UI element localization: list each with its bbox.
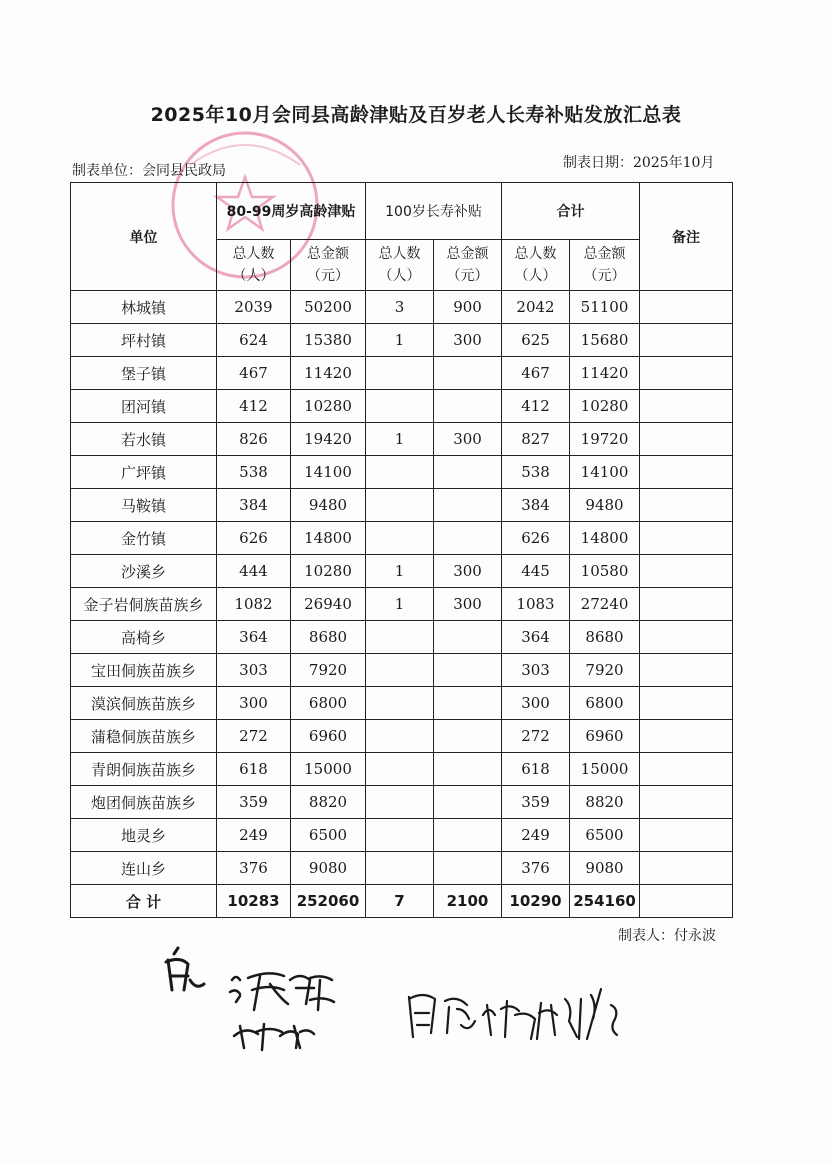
cell-amount-total: 9080 (570, 852, 640, 885)
cell-amount-100 (434, 654, 502, 687)
handwritten-signature-approval (160, 940, 360, 1060)
cell-amount-100 (434, 753, 502, 786)
table-header-row (71, 183, 733, 240)
cell-count-100 (366, 852, 434, 885)
cell-amount-total: 10580 (570, 555, 640, 588)
cell-amount-100 (434, 819, 502, 852)
table-row (71, 720, 733, 753)
cell-remarks (640, 456, 733, 489)
cell-amount-80-99: 9480 (291, 489, 366, 522)
cell-amount-80-99: 15000 (291, 753, 366, 786)
cell-count-80-99: 444 (217, 555, 291, 588)
cell-remarks (640, 819, 733, 852)
cell-count-total: 827 (502, 423, 570, 456)
cell-amount-100: 900 (434, 291, 502, 324)
cell-count-100 (366, 786, 434, 819)
cell-count-80-99: 364 (217, 621, 291, 654)
cell-remarks (640, 720, 733, 753)
cell-unit: 地灵乡 (71, 819, 217, 852)
cell-count-total: 1083 (502, 588, 570, 621)
cell-amount-total: 8680 (570, 621, 640, 654)
cell-count-total: 626 (502, 522, 570, 555)
cell-amount-100: 300 (434, 324, 502, 357)
cell-amount-total: 11420 (570, 357, 640, 390)
cell-remarks (640, 423, 733, 456)
table-row (71, 357, 733, 390)
cell-count-total: 445 (502, 555, 570, 588)
cell-amount-total: 19720 (570, 423, 640, 456)
total-cell-count-100: 7 (366, 885, 434, 918)
cell-count-100 (366, 654, 434, 687)
table-row (71, 456, 733, 489)
cell-amount-total: 51100 (570, 291, 640, 324)
cell-count-100: 1 (366, 588, 434, 621)
cell-remarks (640, 291, 733, 324)
cell-count-80-99: 618 (217, 753, 291, 786)
cell-count-total: 2042 (502, 291, 570, 324)
cell-unit: 金子岩侗族苗族乡 (71, 588, 217, 621)
cell-amount-100 (434, 621, 502, 654)
cell-amount-total: 7920 (570, 654, 640, 687)
cell-unit: 堡子镇 (71, 357, 217, 390)
preparer: 制表人：付永波 (618, 928, 716, 944)
table-row (71, 390, 733, 423)
table-total-row (71, 885, 733, 918)
cell-remarks (640, 390, 733, 423)
cell-unit: 马鞍镇 (71, 489, 217, 522)
cell-amount-total: 10280 (570, 390, 640, 423)
table-row (71, 687, 733, 720)
cell-amount-total: 9480 (570, 489, 640, 522)
cell-remarks (640, 522, 733, 555)
cell-count-total: 384 (502, 489, 570, 522)
cell-amount-80-99: 9080 (291, 852, 366, 885)
cell-amount-total: 8820 (570, 786, 640, 819)
cell-remarks (640, 687, 733, 720)
subheader-amount: 总金额 （元） (434, 240, 502, 291)
cell-count-100 (366, 456, 434, 489)
subheader-amount: 总金额 （元） (291, 240, 366, 291)
cell-count-80-99: 538 (217, 456, 291, 489)
cell-amount-80-99: 10280 (291, 390, 366, 423)
total-cell-count-80-99: 10283 (217, 885, 291, 918)
cell-remarks (640, 621, 733, 654)
cell-remarks (640, 324, 733, 357)
cell-amount-100 (434, 357, 502, 390)
table-row (71, 819, 733, 852)
cell-unit: 漠滨侗族苗族乡 (71, 687, 217, 720)
cell-count-total: 625 (502, 324, 570, 357)
cell-unit: 坪村镇 (71, 324, 217, 357)
cell-amount-total: 14100 (570, 456, 640, 489)
cell-count-100: 1 (366, 423, 434, 456)
cell-count-80-99: 300 (217, 687, 291, 720)
cell-count-total: 364 (502, 621, 570, 654)
cell-count-total: 303 (502, 654, 570, 687)
prepared-date: 制表日期：2025年10月 (563, 155, 715, 171)
table-row (71, 291, 733, 324)
cell-count-100 (366, 390, 434, 423)
cell-unit: 炮团侗族苗族乡 (71, 786, 217, 819)
total-cell-remarks (640, 885, 733, 918)
table-row (71, 852, 733, 885)
table-row (71, 753, 733, 786)
cell-amount-80-99: 14800 (291, 522, 366, 555)
cell-count-total: 467 (502, 357, 570, 390)
cell-count-80-99: 1082 (217, 588, 291, 621)
table-row (71, 654, 733, 687)
cell-count-total: 272 (502, 720, 570, 753)
cell-count-total: 300 (502, 687, 570, 720)
cell-count-80-99: 467 (217, 357, 291, 390)
cell-count-total: 376 (502, 852, 570, 885)
table-row (71, 555, 733, 588)
cell-amount-100 (434, 522, 502, 555)
cell-count-80-99: 384 (217, 489, 291, 522)
header-unit: 单位 (71, 183, 217, 291)
cell-unit: 若水镇 (71, 423, 217, 456)
cell-remarks (640, 852, 733, 885)
cell-unit: 连山乡 (71, 852, 217, 885)
header-group-100: 100岁长寿补贴 (366, 183, 502, 240)
cell-amount-80-99: 26940 (291, 588, 366, 621)
cell-count-100 (366, 720, 434, 753)
cell-count-100: 1 (366, 555, 434, 588)
cell-count-100 (366, 357, 434, 390)
table-row (71, 423, 733, 456)
total-cell-amount-100: 2100 (434, 885, 502, 918)
cell-unit: 青朗侗族苗族乡 (71, 753, 217, 786)
cell-amount-100 (434, 456, 502, 489)
cell-amount-100: 300 (434, 555, 502, 588)
cell-remarks (640, 654, 733, 687)
cell-count-80-99: 2039 (217, 291, 291, 324)
cell-remarks (640, 489, 733, 522)
cell-count-80-99: 303 (217, 654, 291, 687)
cell-amount-80-99: 8680 (291, 621, 366, 654)
cell-amount-total: 6800 (570, 687, 640, 720)
cell-count-100 (366, 489, 434, 522)
header-remarks: 备注 (640, 183, 733, 291)
cell-amount-total: 15000 (570, 753, 640, 786)
total-cell-unit: 合 计 (71, 885, 217, 918)
cell-count-total: 249 (502, 819, 570, 852)
cell-unit: 广坪镇 (71, 456, 217, 489)
subheader-count: 总人数 （人） (366, 240, 434, 291)
cell-amount-80-99: 14100 (291, 456, 366, 489)
cell-amount-80-99: 8820 (291, 786, 366, 819)
table-row (71, 489, 733, 522)
cell-count-total: 538 (502, 456, 570, 489)
cell-amount-100 (434, 687, 502, 720)
cell-count-80-99: 624 (217, 324, 291, 357)
cell-amount-total: 6500 (570, 819, 640, 852)
cell-count-80-99: 412 (217, 390, 291, 423)
cell-count-100 (366, 522, 434, 555)
header-group-80-99: 80-99周岁高龄津贴 (217, 183, 366, 240)
table-row (71, 621, 733, 654)
cell-amount-80-99: 6800 (291, 687, 366, 720)
table-row (71, 588, 733, 621)
cell-count-100 (366, 753, 434, 786)
cell-unit: 团河镇 (71, 390, 217, 423)
prepared-unit: 制表单位：会同县民政局 (72, 163, 226, 179)
cell-amount-100 (434, 852, 502, 885)
cell-count-100: 1 (366, 324, 434, 357)
cell-amount-total: 27240 (570, 588, 640, 621)
total-cell-amount-80-99: 252060 (291, 885, 366, 918)
table-body (71, 291, 733, 918)
cell-amount-total: 14800 (570, 522, 640, 555)
cell-count-80-99: 272 (217, 720, 291, 753)
cell-amount-100 (434, 489, 502, 522)
total-cell-count-total: 10290 (502, 885, 570, 918)
cell-amount-100 (434, 786, 502, 819)
table-row (71, 786, 733, 819)
cell-count-80-99: 359 (217, 786, 291, 819)
subheader-count: 总人数 （人） (502, 240, 570, 291)
cell-count-100 (366, 687, 434, 720)
cell-amount-80-99: 10280 (291, 555, 366, 588)
subheader-amount: 总金额 （元） (570, 240, 640, 291)
cell-remarks (640, 786, 733, 819)
table-row (71, 522, 733, 555)
cell-remarks (640, 357, 733, 390)
header-group-total: 合计 (502, 183, 640, 240)
cell-count-80-99: 249 (217, 819, 291, 852)
cell-amount-80-99: 19420 (291, 423, 366, 456)
cell-remarks (640, 555, 733, 588)
cell-remarks (640, 588, 733, 621)
handwritten-signature-agree (405, 985, 635, 1045)
cell-count-80-99: 626 (217, 522, 291, 555)
cell-count-total: 359 (502, 786, 570, 819)
cell-count-80-99: 826 (217, 423, 291, 456)
page-title: 2025年10月会同县高龄津贴及百岁老人长寿补贴发放汇总表 (150, 104, 682, 126)
cell-unit: 沙溪乡 (71, 555, 217, 588)
cell-amount-80-99: 6500 (291, 819, 366, 852)
cell-count-total: 412 (502, 390, 570, 423)
cell-count-100 (366, 819, 434, 852)
total-cell-amount-total: 254160 (570, 885, 640, 918)
cell-amount-total: 6960 (570, 720, 640, 753)
cell-amount-80-99: 11420 (291, 357, 366, 390)
summary-table (70, 182, 733, 918)
cell-remarks (640, 753, 733, 786)
cell-count-100: 3 (366, 291, 434, 324)
table-row (71, 324, 733, 357)
subheader-count: 总人数 （人） (217, 240, 291, 291)
cell-amount-100: 300 (434, 588, 502, 621)
cell-unit: 蒲稳侗族苗族乡 (71, 720, 217, 753)
cell-amount-80-99: 7920 (291, 654, 366, 687)
cell-amount-100 (434, 390, 502, 423)
cell-amount-80-99: 50200 (291, 291, 366, 324)
cell-unit: 宝田侗族苗族乡 (71, 654, 217, 687)
cell-count-total: 618 (502, 753, 570, 786)
cell-unit: 金竹镇 (71, 522, 217, 555)
cell-unit: 林城镇 (71, 291, 217, 324)
cell-amount-100: 300 (434, 423, 502, 456)
cell-amount-total: 15680 (570, 324, 640, 357)
cell-amount-100 (434, 720, 502, 753)
cell-unit: 高椅乡 (71, 621, 217, 654)
cell-count-100 (366, 621, 434, 654)
cell-count-80-99: 376 (217, 852, 291, 885)
cell-amount-80-99: 6960 (291, 720, 366, 753)
cell-amount-80-99: 15380 (291, 324, 366, 357)
